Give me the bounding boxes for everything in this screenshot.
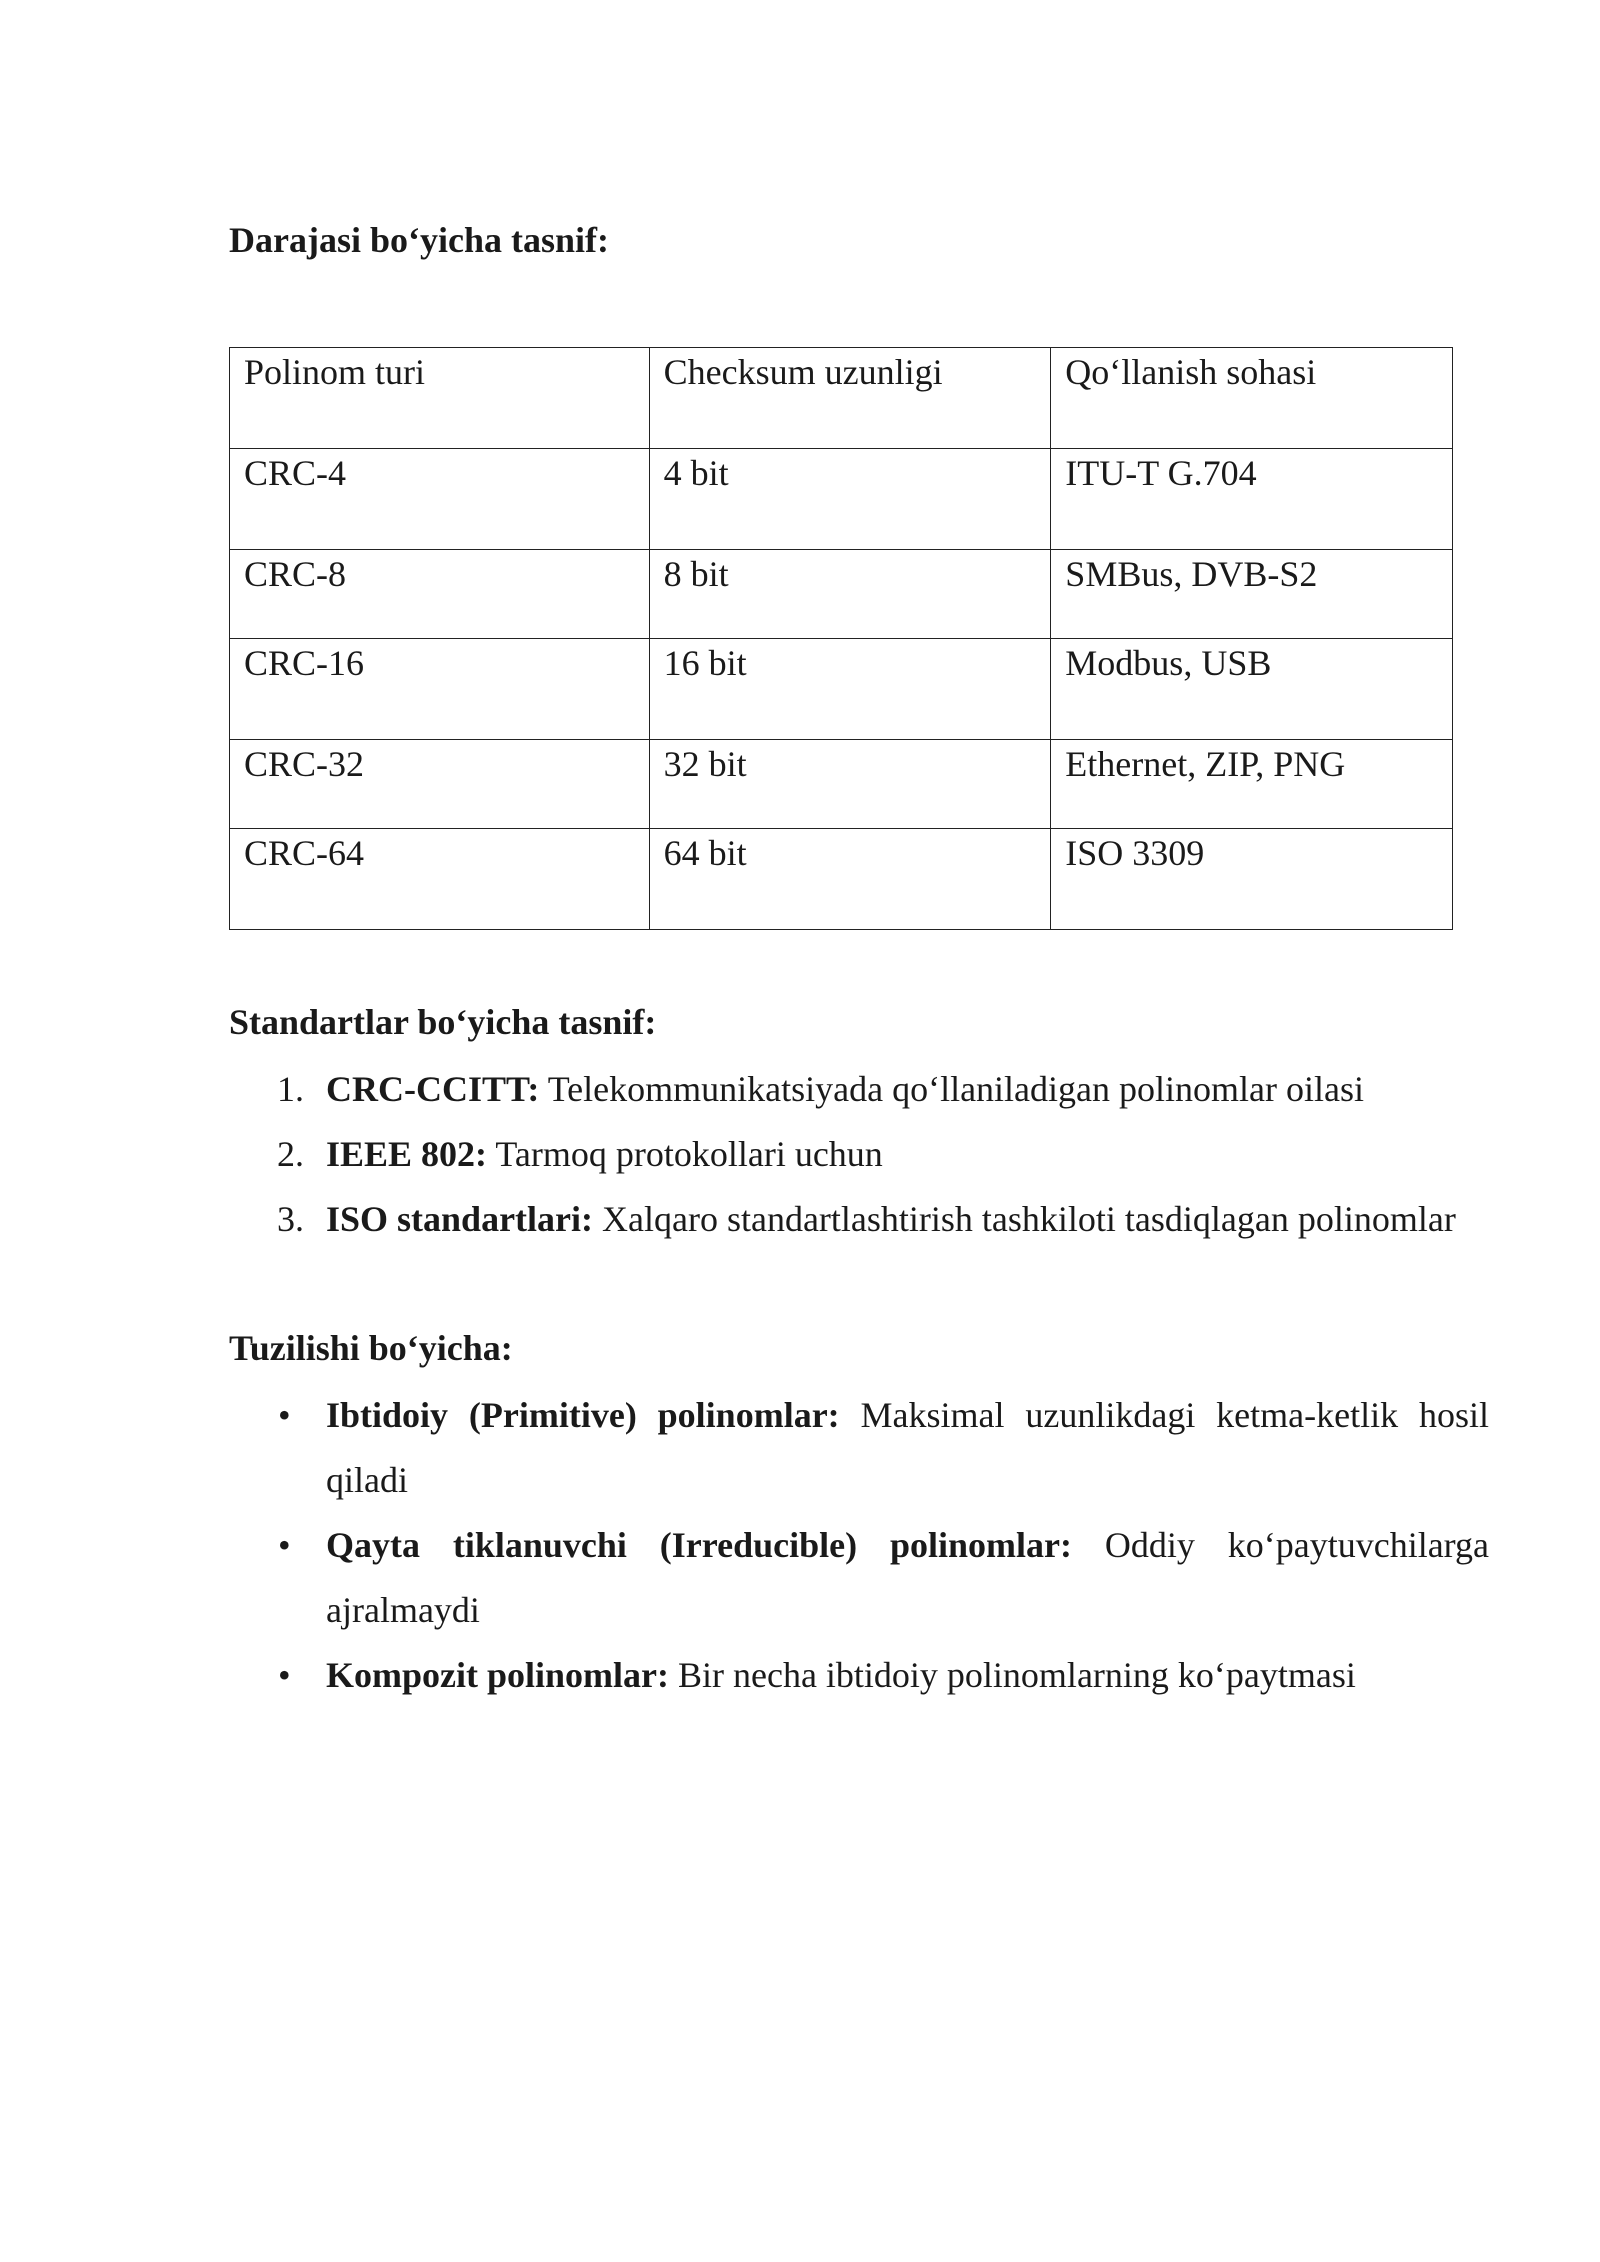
list-item-text: Maksimal uzunlikdagi ketma-ketlik hosil qiladi bbox=[326, 1395, 1489, 1500]
list-item-text: Telekommunikatsiyada qo‘llaniladigan polinomlar oilasi bbox=[547, 1069, 1364, 1109]
header-cell-checksum-length: Checksum uzunligi bbox=[649, 348, 1051, 449]
list-item bbox=[229, 1122, 1489, 1187]
list-number: 2. bbox=[277, 1134, 304, 1174]
list-item-term: IEEE 802: bbox=[326, 1134, 488, 1174]
list-item-term: Qayta tiklanuvchi (Irreducible) polinomlar: bbox=[326, 1525, 1072, 1565]
table-cell: CRC-32 bbox=[230, 740, 650, 829]
table-row bbox=[230, 740, 1453, 829]
list-item-term: Kompozit polinomlar: bbox=[326, 1655, 669, 1695]
structure-list bbox=[229, 1383, 1489, 1708]
list-item bbox=[229, 1187, 1489, 1252]
list-item bbox=[229, 1383, 1489, 1513]
table-cell: 4 bit bbox=[649, 449, 1051, 550]
list-item bbox=[229, 1057, 1489, 1122]
table-cell: CRC-16 bbox=[230, 639, 650, 740]
table-cell: CRC-8 bbox=[230, 550, 650, 639]
table-cell: 16 bit bbox=[649, 639, 1051, 740]
table-header-row bbox=[230, 348, 1453, 449]
list-number: 3. bbox=[277, 1199, 304, 1239]
table-cell: Modbus, USB bbox=[1051, 639, 1453, 740]
list-item-text: Bir necha ibtidoiy polinomlarning ko‘paytmasi bbox=[677, 1655, 1356, 1695]
table-cell: SMBus, DVB-S2 bbox=[1051, 550, 1453, 639]
list-number: 1. bbox=[277, 1069, 304, 1109]
list-item-text: Xalqaro standartlashtirish tashkiloti tasdiqlagan polinomlar bbox=[602, 1199, 1456, 1239]
structure-classification-heading: Tuzilishi bo‘yicha: bbox=[229, 1328, 513, 1368]
list-item bbox=[229, 1513, 1489, 1643]
list-item-term: Ibtidoiy (Primitive) polinomlar: bbox=[326, 1395, 840, 1435]
bullet-icon: • bbox=[278, 1395, 291, 1435]
table-cell: ITU-T G.704 bbox=[1051, 449, 1453, 550]
table-cell: CRC-4 bbox=[230, 449, 650, 550]
table-cell: ISO 3309 bbox=[1051, 829, 1453, 930]
table-cell: 8 bit bbox=[649, 550, 1051, 639]
list-item-term: CRC-CCITT: bbox=[326, 1069, 540, 1109]
table-cell: CRC-64 bbox=[230, 829, 650, 930]
table-row bbox=[230, 639, 1453, 740]
table-row bbox=[230, 829, 1453, 930]
header-cell-application-area: Qo‘llanish sohasi bbox=[1051, 348, 1453, 449]
bullet-icon: • bbox=[278, 1525, 291, 1565]
table-row bbox=[230, 550, 1453, 639]
table-cell: Ethernet, ZIP, PNG bbox=[1051, 740, 1453, 829]
list-item-text: Oddiy ko‘paytuvchilarga ajralmaydi bbox=[326, 1525, 1489, 1630]
header-cell-polynomial-type: Polinom turi bbox=[230, 348, 650, 449]
standards-list bbox=[229, 1057, 1489, 1252]
list-item-term: ISO standartlari: bbox=[326, 1199, 594, 1239]
bullet-icon: • bbox=[278, 1655, 291, 1695]
standards-classification-heading: Standartlar bo‘yicha tasnif: bbox=[229, 1002, 657, 1042]
list-item bbox=[229, 1643, 1489, 1708]
list-item-text: Tarmoq protokollari uchun bbox=[495, 1134, 883, 1174]
table-cell: 32 bit bbox=[649, 740, 1051, 829]
crc-table bbox=[229, 347, 1453, 930]
table-cell: 64 bit bbox=[649, 829, 1051, 930]
table-row bbox=[230, 449, 1453, 550]
degree-classification-heading: Darajasi bo‘yicha tasnif: bbox=[229, 220, 609, 260]
